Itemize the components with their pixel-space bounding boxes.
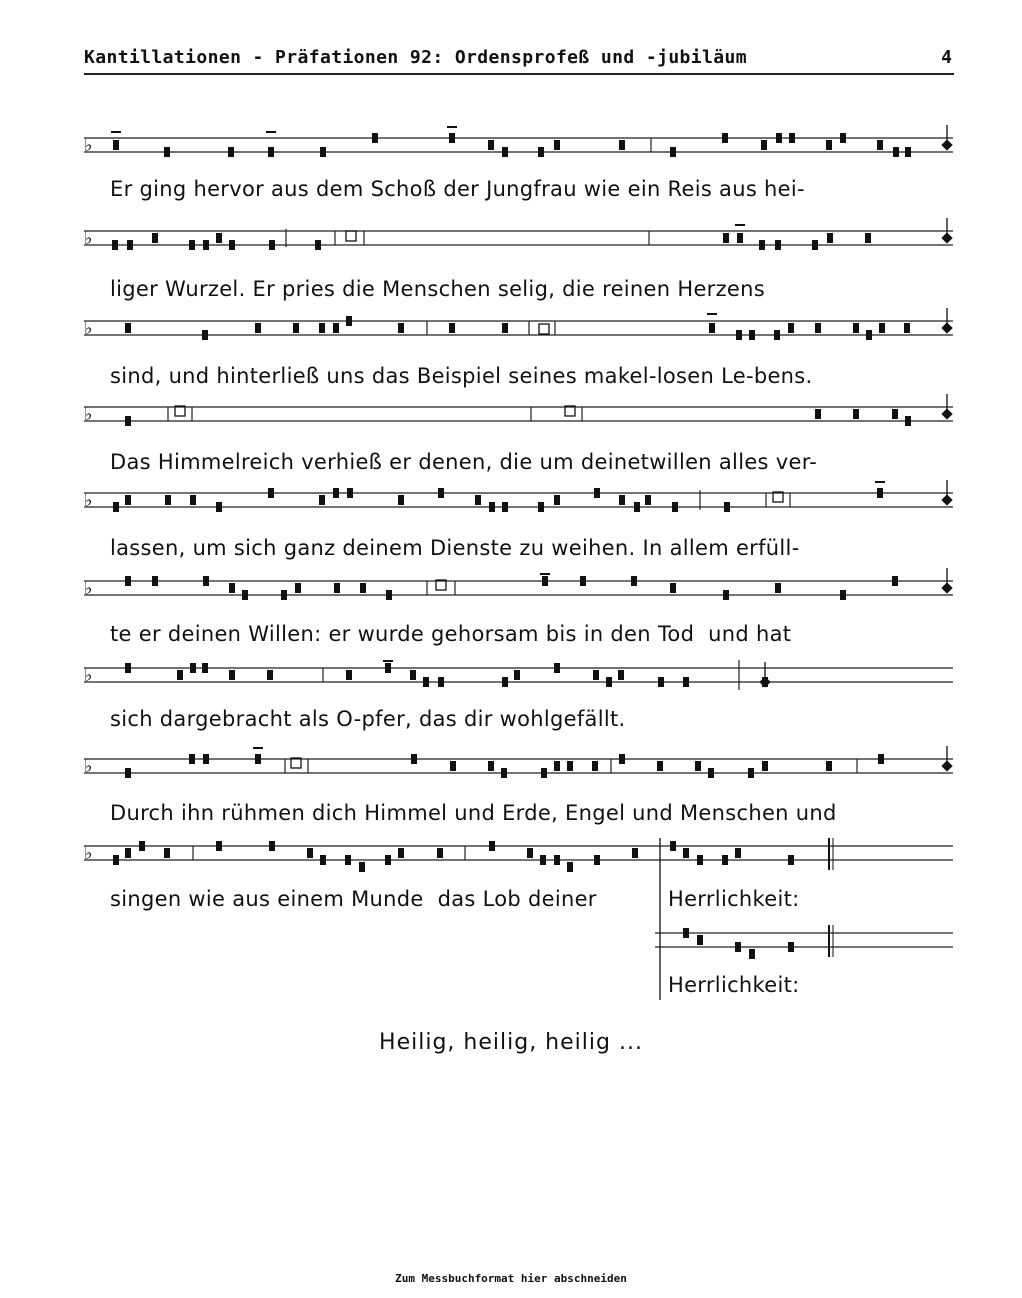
neume-0 [125,323,131,333]
neume-15 [815,323,821,333]
neume-6 [319,495,325,505]
end-diamond [941,232,952,243]
neume-e17 [567,862,573,872]
neume-21 [905,147,911,157]
neume-0 [125,576,131,586]
neume-e4 [216,841,222,851]
neume-18 [683,677,689,687]
neume-4 [411,754,417,764]
flat-clef-icon: ♭ [84,404,93,425]
neume-12 [775,240,781,250]
neume-20 [893,147,899,157]
neume-9 [554,761,560,771]
neume-15 [775,583,781,593]
neume-9 [386,590,392,600]
neume-2 [228,147,234,157]
lyric-line-6: te er deinen Willen: er wurde gehorsam bis in den Tod und hat [110,622,792,646]
end-diamond [941,494,952,505]
flat-clef-icon: ♭ [84,490,93,511]
neume-17 [826,140,832,150]
neume-11 [580,576,586,586]
neume-18 [634,502,640,512]
neume-e14 [527,848,533,858]
neume-13 [722,133,728,143]
neume-13 [554,663,560,673]
neume-18 [879,323,885,333]
neume-6 [295,583,301,593]
lyric-line-9: singen wie aus einem Munde das Lob deiner [110,887,597,911]
neume-e21 [683,848,689,858]
ending-alt-1: Herrlichkeit: [668,887,800,911]
neume-e0 [113,855,119,865]
neume-3 [255,754,261,764]
neume-7 [269,240,275,250]
neume-12 [631,576,637,586]
neume-15 [865,233,871,243]
neume-3 [202,663,208,673]
neume-4 [203,240,209,250]
neume-3 [189,240,195,250]
neume-4 [242,590,248,600]
neume-4 [320,147,326,157]
neume-e20 [670,841,676,851]
neume-6 [449,133,455,143]
neume-13 [657,761,663,771]
neume-19 [877,140,883,150]
neume-e15 [540,855,546,865]
neume-14 [723,590,729,600]
lyric-line-3: sind, und hinterließ uns das Beispiel seines makel-losen Le-bens. [110,364,813,388]
neume-17 [892,576,898,586]
page-number: 4 [941,47,952,68]
neume-5 [450,761,456,771]
neume-7 [385,663,391,673]
neume-12 [489,502,495,512]
neume-15 [554,495,560,505]
neume-1 [189,754,195,764]
neume-8 [360,583,366,593]
neume-5 [281,590,287,600]
neume-1 [127,240,133,250]
neume-e16 [554,855,560,865]
neume-10 [737,233,743,243]
neume-8 [502,147,508,157]
neume-16 [748,768,754,778]
flat-clef-icon: ♭ [84,843,93,864]
flat-clef-icon: ♭ [84,578,93,599]
neume-8 [410,670,416,680]
header-title: Kantillationen - Präfationen 92: Ordensprofeß und -jubiläum [84,47,747,68]
neume-12 [670,147,676,157]
neume-13 [670,583,676,593]
neume-e18 [594,855,600,865]
neume-0 [125,416,131,426]
end-diamond [941,582,952,593]
neume-19 [878,754,884,764]
neume-2 [203,754,209,764]
neume-e6 [307,848,313,858]
neume-17 [658,677,664,687]
neume-alt2 [735,942,741,952]
neume-14 [695,761,701,771]
neume-e2 [139,841,145,851]
lyric-line-7: sich dargebracht als O-pfer, das dir wohlgefällt. [110,707,626,731]
neume-e25 [788,855,794,865]
neume-6 [346,316,352,326]
neume-5 [216,233,222,243]
neume-11 [619,140,625,150]
neume-10 [554,140,560,150]
flat-clef-icon: ♭ [84,318,93,339]
lyric-line-2: liger Wurzel. Er pries die Menschen selig, die reinen Herzens [110,277,765,301]
flat-clef-icon: ♭ [84,228,93,249]
flat-clef-icon: ♭ [84,665,93,686]
neume-0 [113,502,119,512]
neume-4 [216,502,222,512]
neume-19 [904,323,910,333]
neume-14 [788,323,794,333]
neume-12 [619,754,625,764]
end-diamond [941,139,952,150]
neume-e10 [385,855,391,865]
neume-7 [501,768,507,778]
neume-3 [892,409,898,419]
neume-e24 [735,848,741,858]
neume-16 [840,590,846,600]
neume-7 [398,323,404,333]
neume-17 [866,330,872,340]
neume-0 [112,240,118,250]
neume-1 [164,147,170,157]
neume-6 [488,761,494,771]
neume-3 [229,583,235,593]
neume-e19 [632,848,638,858]
neume-1 [815,409,821,419]
closing-text: Heilig, heilig, heilig ... [379,1030,643,1055]
neume-14 [761,140,767,150]
neume-14 [538,502,544,512]
neume-e22 [697,855,703,865]
neume-15 [606,677,612,687]
neume-11 [759,240,765,250]
neume-8 [541,768,547,778]
neume-e3 [164,848,170,858]
neume-1 [152,576,158,586]
neume-7 [334,583,340,593]
neume-8 [347,488,353,498]
neume-11 [502,677,508,687]
neume-2 [165,495,171,505]
footer-note: Zum Messbuchformat hier abschneiden [395,1272,627,1285]
neume-9 [723,233,729,243]
neume-13 [502,502,508,512]
neume-9 [423,677,429,687]
neume-e23 [722,855,728,865]
neume-10 [709,323,715,333]
neume-12 [514,670,520,680]
neume-14 [827,233,833,243]
neume-2 [190,663,196,673]
neume-alt0 [683,928,689,938]
neume-13 [774,330,780,340]
neume-0 [125,663,131,673]
neume-alt3 [749,949,755,959]
neume-10 [567,761,573,771]
neume-4 [905,416,911,426]
neume-18 [826,761,832,771]
neume-6 [229,240,235,250]
neume-10 [438,488,444,498]
neume-9 [502,323,508,333]
neume-11 [475,495,481,505]
neume-1 [125,495,131,505]
neume-17 [762,761,768,771]
end-diamond [759,676,770,687]
recitation-box [539,324,549,334]
ending-alt-2: Herrlichkeit: [668,973,800,997]
neume-19 [645,495,651,505]
neume-20 [672,502,678,512]
neume-16 [853,323,859,333]
neume-10 [542,576,548,586]
neume-10 [438,677,444,687]
neume-0 [113,140,119,150]
neume-13 [812,240,818,250]
neume-2 [255,323,261,333]
neume-0 [125,768,131,778]
neume-14 [593,670,599,680]
neume-e8 [345,855,351,865]
end-diamond [941,322,952,333]
lyric-line-1: Er ging hervor aus dem Schoß der Jungfrau wie ein Reis aus hei- [110,177,805,201]
neume-6 [346,670,352,680]
neume-2 [203,576,209,586]
neume-2 [152,233,158,243]
end-diamond [941,760,952,771]
neume-11 [592,761,598,771]
neume-5 [268,488,274,498]
neume-alt4 [788,942,794,952]
neume-3 [268,147,274,157]
neume-16 [618,670,624,680]
neume-7 [333,488,339,498]
neume-e11 [398,848,404,858]
neume-3 [190,495,196,505]
flat-clef-icon: ♭ [84,135,93,156]
lyric-line-5: lassen, um sich ganz deinem Dienste zu weihen. In allem erfüll- [110,536,800,560]
neume-alt1 [697,935,703,945]
neume-2 [853,409,859,419]
neume-e13 [489,841,495,851]
neume-11 [736,330,742,340]
flat-clef-icon: ♭ [84,756,93,777]
neume-8 [315,240,321,250]
neume-16 [789,133,795,143]
neume-3 [293,323,299,333]
neume-5 [333,323,339,333]
neume-e7 [320,855,326,865]
neume-18 [840,133,846,143]
lyric-line-8: Durch ihn rühmen dich Himmel und Erde, Engel und Menschen und [110,801,837,825]
neume-4 [229,670,235,680]
neume-e9 [359,862,365,872]
neume-e5 [269,841,275,851]
neume-17 [619,495,625,505]
neume-e1 [125,848,131,858]
neume-9 [538,147,544,157]
neume-1 [177,670,183,680]
end-diamond [941,408,952,419]
neume-22 [877,488,883,498]
neume-15 [776,133,782,143]
neume-e12 [437,848,443,858]
neume-5 [372,133,378,143]
neume-16 [594,488,600,498]
lyric-line-4: Das Himmelreich verhieß er denen, die um deinetwillen alles ver- [110,450,818,474]
neume-15 [708,768,714,778]
neume-7 [488,140,494,150]
neume-8 [449,323,455,333]
neume-4 [319,323,325,333]
neume-5 [267,670,273,680]
neume-21 [724,502,730,512]
neume-12 [749,330,755,340]
neume-1 [202,330,208,340]
neume-9 [398,495,404,505]
recitation-box [346,231,356,241]
